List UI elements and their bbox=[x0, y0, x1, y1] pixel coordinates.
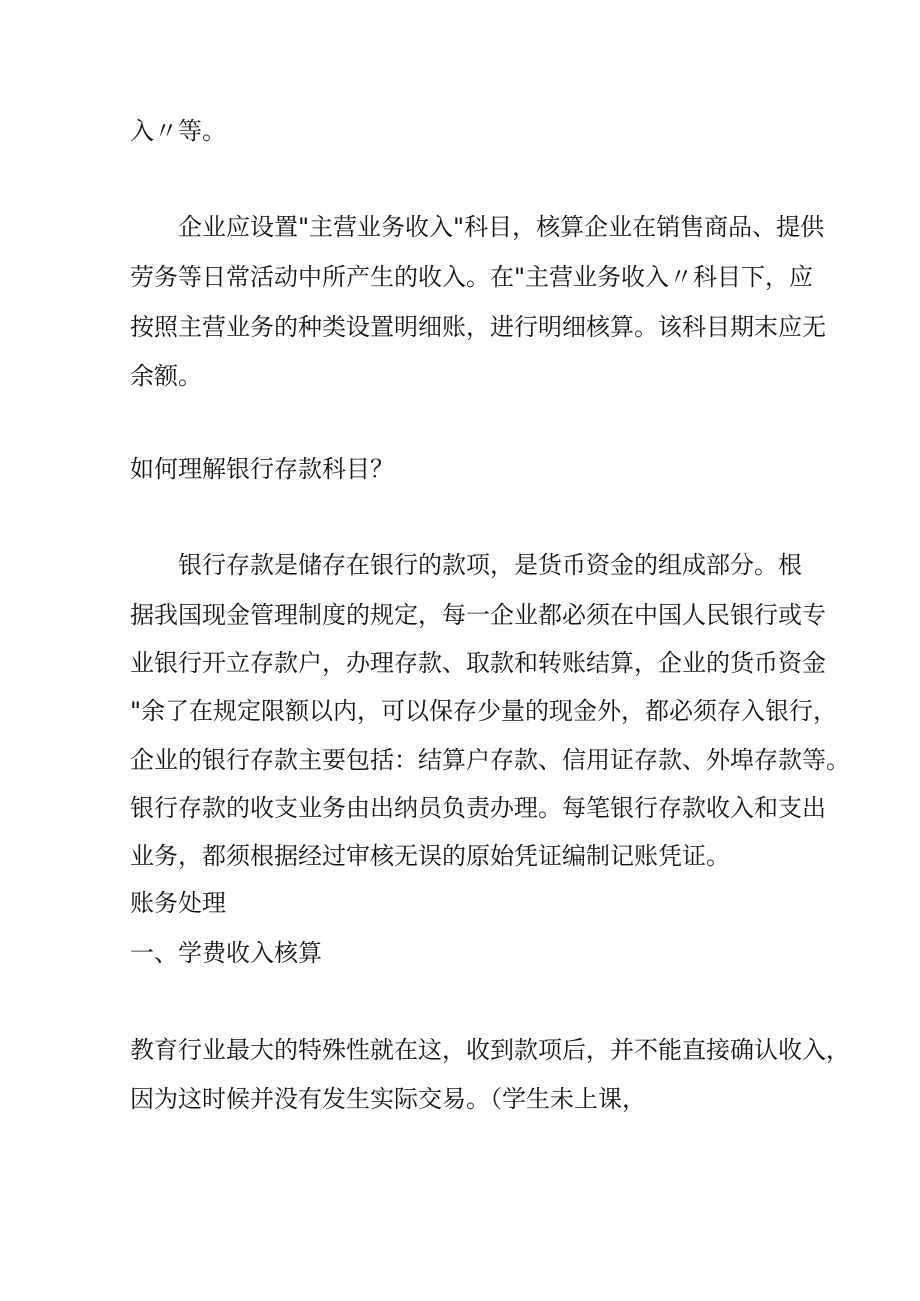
heading-accounting: 账务处理 bbox=[130, 889, 226, 917]
paragraph-2-line-3: "余了在规定限额以内，可以保存少量的现金外，都必须存入银行， bbox=[130, 697, 838, 725]
paragraph-2-line-2: 业银行开立存款户，办理存款、取款和转账结算，企业的货币资金 bbox=[130, 649, 826, 677]
paragraph-2-line-4: 企业的银行存款主要包括：结算户存款、信用证存款、外埠存款等。 bbox=[130, 746, 850, 774]
paragraph-2-line-0: 银行存款是储存在银行的款项，是货币资金的组成部分。根 bbox=[178, 551, 802, 579]
paragraph-0-line-0: 入〃等。 bbox=[130, 117, 226, 145]
paragraph-2-line-6: 业务，都须根据经过审核无误的原始凭证编制记账凭证。 bbox=[130, 842, 730, 870]
paragraph-1-line-3: 余额。 bbox=[130, 362, 202, 390]
heading-tuition-income: 一、学费收入核算 bbox=[130, 939, 322, 967]
paragraph-3-line-0: 教育行业最大的特殊性就在这，收到款项后，并不能直接确认收入， bbox=[130, 1036, 850, 1064]
paragraph-2-line-5: 银行存款的收支业务由出纳员负责办理。每笔银行存款收入和支出 bbox=[130, 794, 826, 822]
heading-bank-deposit: 如何理解银行存款科目？ bbox=[130, 455, 394, 483]
paragraph-2-line-1: 据我国现金管理制度的规定，每一企业都必须在中国人民银行或专 bbox=[130, 601, 826, 629]
paragraph-1-line-1: 劳务等日常活动中所产生的收入。在"主营业务收入〃科目下，应 bbox=[130, 263, 814, 291]
paragraph-1-line-0: 企业应设置"主营业务收入"科目，核算企业在销售商品、提供 bbox=[178, 213, 825, 241]
paragraph-3-line-1: 因为这时候并没有发生实际交易。（学生未上课， bbox=[130, 1085, 646, 1113]
paragraph-1-line-2: 按照主营业务的种类设置明细账，进行明细核算。该科目期末应无 bbox=[130, 313, 826, 341]
